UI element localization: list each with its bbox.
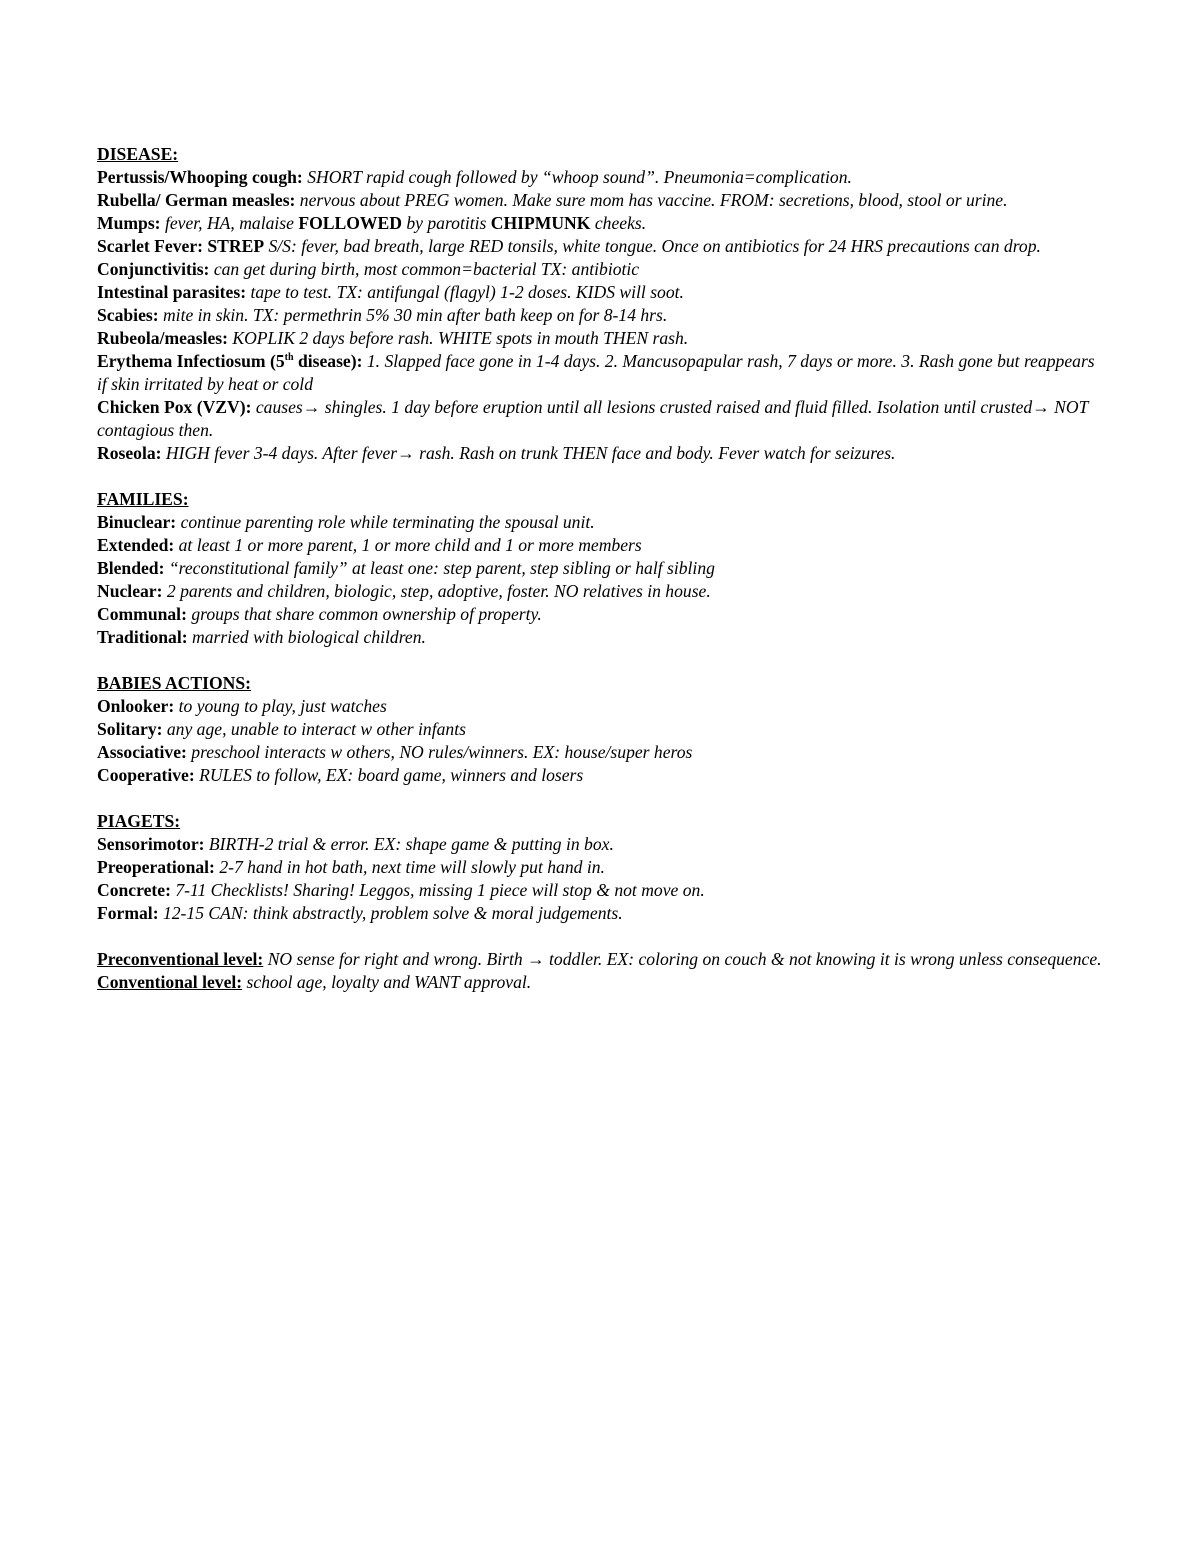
list-item <box>97 718 1107 741</box>
babies-actions-heading: BABIES ACTIONS: <box>97 673 251 693</box>
disease-section <box>97 143 1107 465</box>
entry-term: Cooperative: <box>97 765 195 785</box>
conventional-level-entry <box>97 971 1107 994</box>
list-item <box>97 626 1107 649</box>
entry-term: Scarlet Fever: <box>97 236 203 256</box>
list-item <box>97 580 1107 603</box>
entry-term <box>97 351 362 371</box>
entry-description: continue parenting role while terminating the spousal unit. <box>176 512 595 532</box>
entry-description: groups that share common ownership of property. <box>186 604 542 624</box>
entry-term: Chicken Pox (VZV): <box>97 397 252 417</box>
entry-term: Sensorimotor: <box>97 834 205 854</box>
entry-description: can get during birth, most common=bacterial TX: antibiotic <box>209 259 640 279</box>
entry-description: HIGH fever 3-4 days. After fever→ rash. Rash on trunk THEN face and body. Fever watch for seizures. <box>161 443 896 463</box>
entry-description: cheeks. <box>590 213 647 233</box>
emphasis-strep: STREP <box>202 236 265 256</box>
entry-description: BIRTH-2 trial & error. EX: shape game & putting in box. <box>204 834 614 854</box>
entry-term: Roseola: <box>97 443 162 463</box>
entry-term: Preconventional level: <box>97 949 264 969</box>
disease-heading: DISEASE: <box>97 144 179 164</box>
entry-term: Communal: <box>97 604 187 624</box>
entry-term: Conjunctivitis: <box>97 259 210 279</box>
preconventional-level-entry <box>97 948 1107 971</box>
disease-entry-erythema-infectiosum <box>97 350 1107 396</box>
disease-entry-intestinal-parasites <box>97 281 1107 304</box>
piagets-section <box>97 810 1107 925</box>
babies-actions-section <box>97 672 1107 787</box>
entry-description: SHORT rapid cough followed by “whoop sound”. Pneumonia=complication. <box>302 167 852 187</box>
document-page <box>97 143 1107 1017</box>
entry-description: any age, unable to interact w other infants <box>162 719 466 739</box>
entry-term: Intestinal parasites: <box>97 282 247 302</box>
entry-term: Solitary: <box>97 719 163 739</box>
list-item <box>97 695 1107 718</box>
disease-entry-chicken-pox <box>97 396 1107 442</box>
entry-description: at least 1 or more parent, 1 or more child and 1 or more members <box>174 535 642 555</box>
entry-description: mite in skin. TX: permethrin 5% 30 min after bath keep on for 8-14 hrs. <box>158 305 668 325</box>
entry-description: 1. Slapped face gone in 1-4 days. 2. Mancusopapular rash, 7 days or more. 3. Rash gone but reappears if skin irritated by heat or cold <box>97 351 1095 394</box>
entry-term: Rubeola/measles: <box>97 328 228 348</box>
disease-entry-scabies <box>97 304 1107 327</box>
list-item <box>97 603 1107 626</box>
entry-description: 12-15 CAN: think abstractly, problem solve & moral judgements. <box>158 903 623 923</box>
entry-term: Traditional: <box>97 627 188 647</box>
list-item <box>97 511 1107 534</box>
entry-term: Onlooker: <box>97 696 175 716</box>
entry-term: Blended: <box>97 558 165 578</box>
entry-description: preschool interacts w others, NO rules/winners. EX: house/super heros <box>186 742 693 762</box>
list-item <box>97 833 1107 856</box>
entry-term: Preoperational: <box>97 857 215 877</box>
entry-term: Scabies: <box>97 305 159 325</box>
entry-description: KOPLIK 2 days before rash. WHITE spots in mouth THEN rash. <box>227 328 689 348</box>
list-item <box>97 856 1107 879</box>
moral-levels-section <box>97 948 1107 994</box>
families-heading: FAMILIES: <box>97 489 189 509</box>
entry-description: causes→ shingles. 1 day before eruption until all lesions crusted raised and fluid filled. Isolation until crusted→ NOT contagious then. <box>97 397 1089 440</box>
entry-description: “reconstitutional family” at least one: step parent, step sibling or half sibling <box>164 558 715 578</box>
entry-term: Pertussis/Whooping cough: <box>97 167 303 187</box>
list-item <box>97 902 1107 925</box>
piagets-heading: PIAGETS: <box>97 811 181 831</box>
list-item <box>97 879 1107 902</box>
emphasis-followed: FOLLOWED <box>298 213 402 233</box>
entry-term: Mumps: <box>97 213 161 233</box>
entry-term-part: Erythema Infectiosum (5 <box>97 351 285 371</box>
entry-description: S/S: fever, bad breath, large RED tonsils, white tongue. Once on antibiotics for 24 HRS precautions can drop. <box>264 236 1041 256</box>
entry-term: Binuclear: <box>97 512 177 532</box>
entry-description: nervous about PREG women. Make sure mom has vaccine. FROM: secretions, blood, stool or urine. <box>295 190 1008 210</box>
entry-term: Formal: <box>97 903 159 923</box>
entry-term: Associative: <box>97 742 187 762</box>
entry-description: 2 parents and children, biologic, step, adoptive, foster. NO relatives in house. <box>162 581 711 601</box>
entry-term-part: disease): <box>293 351 363 371</box>
entry-description: 2-7 hand in hot bath, next time will slowly put hand in. <box>214 857 605 877</box>
disease-entry-conjunctivitis <box>97 258 1107 281</box>
disease-entry-mumps <box>97 212 1107 235</box>
emphasis-chipmunk: CHIPMUNK <box>490 213 591 233</box>
disease-entry-pertussis <box>97 166 1107 189</box>
entry-description: fever, HA, malaise <box>160 213 299 233</box>
superscript: th <box>284 352 294 364</box>
entry-term: Conventional level: <box>97 972 243 992</box>
entry-description: tape to test. TX: antifungal (flagyl) 1-2 doses. KIDS will soot. <box>246 282 684 302</box>
disease-entry-scarlet-fever <box>97 235 1107 258</box>
entry-description: NO sense for right and wrong. Birth → toddler. EX: coloring on couch & not knowing it is wrong unless consequence. <box>263 949 1102 969</box>
entry-description: to young to play, just watches <box>174 696 387 716</box>
entry-term: Extended: <box>97 535 175 555</box>
entry-term: Concrete: <box>97 880 171 900</box>
entry-description: married with biological children. <box>187 627 426 647</box>
entry-description: RULES to follow, EX: board game, winners and losers <box>194 765 584 785</box>
list-item <box>97 534 1107 557</box>
list-item <box>97 557 1107 580</box>
entry-term: Rubella/ German measles: <box>97 190 296 210</box>
entry-description: school age, loyalty and WANT approval. <box>242 972 532 992</box>
entry-description: by parotitis <box>401 213 491 233</box>
entry-term: Nuclear: <box>97 581 163 601</box>
disease-entry-rubeola <box>97 327 1107 350</box>
families-section <box>97 488 1107 649</box>
list-item <box>97 764 1107 787</box>
list-item <box>97 741 1107 764</box>
entry-description: 7-11 Checklists! Sharing! Leggos, missing 1 piece will stop & not move on. <box>170 880 705 900</box>
disease-entry-rubella <box>97 189 1107 212</box>
disease-entry-roseola <box>97 442 1107 465</box>
